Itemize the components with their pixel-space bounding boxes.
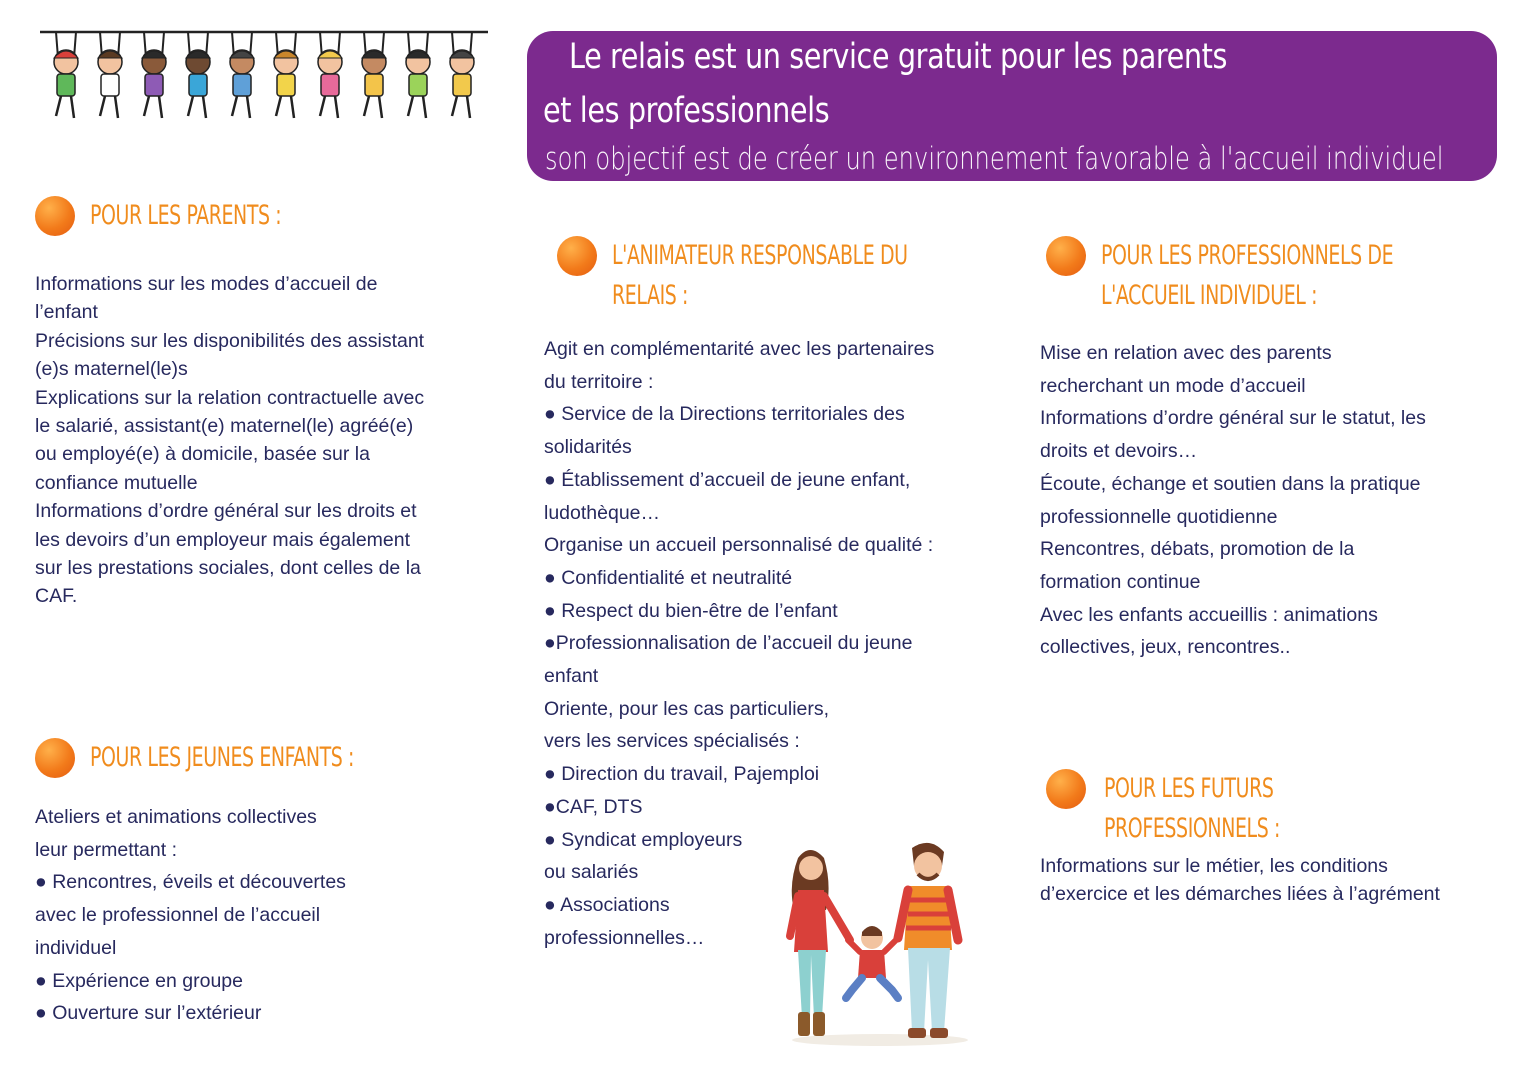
- pros-line: collectives, jeux, rencontres..: [1040, 636, 1291, 659]
- pros-title-line1: POUR LES PROFESSIONNELS DE: [1101, 240, 1394, 271]
- pros-line: Avec les enfants accueillis : animations: [1040, 603, 1378, 626]
- parents-line: l’enfant: [35, 301, 98, 324]
- animateur-line: ● Service de la Directions territoriales des: [544, 403, 905, 426]
- orange-bullet-icon: [1046, 236, 1086, 276]
- parents-line: (e)s maternel(le)s: [35, 358, 188, 381]
- animateur-line: ● Établissement d’accueil de jeune enfant,: [544, 468, 911, 491]
- jeunes-line: ● Ouverture sur l’extérieur: [35, 1002, 262, 1025]
- animateur-line: enfant: [544, 665, 599, 688]
- pros-line: droits et devoirs…: [1040, 440, 1198, 463]
- futurs-text: [1040, 852, 1440, 909]
- header-banner: [527, 31, 1497, 181]
- animateur-title-line1: L'ANIMATEUR RESPONSABLE DU: [612, 240, 908, 271]
- pros-text: [1040, 337, 1426, 664]
- animateur-line: ou salariés: [544, 861, 639, 884]
- animateur-line: ● Associations: [544, 893, 670, 916]
- child-figure: [142, 32, 166, 118]
- animateur-line: ●Professionnalisation de l’accueil du jeune: [544, 632, 913, 655]
- child-figure: [318, 32, 342, 118]
- futurs-title-line2: PROFESSIONNELS :: [1104, 813, 1280, 844]
- section-title-parents: POUR LES PARENTS :: [90, 200, 282, 231]
- parents-line: confiance mutuelle: [35, 471, 198, 494]
- animateur-line: ● Confidentialité et neutralité: [544, 566, 793, 589]
- jeunes-text: [35, 801, 346, 1030]
- banner-title-line2: et les professionnels: [543, 91, 830, 131]
- futurs-line: d’exercice et les démarches liées à l’agrément: [1040, 883, 1440, 906]
- parents-line: sur les prestations sociales, dont celles de la: [35, 557, 421, 580]
- child-figure: [230, 32, 254, 118]
- animateur-line: ● Respect du bien-être de l’enfant: [544, 599, 838, 622]
- child-figure: [274, 32, 298, 118]
- animateur-title-line2: RELAIS :: [612, 280, 689, 311]
- jeunes-line: individuel: [35, 936, 117, 959]
- parents-line: Informations d’ordre général sur les droits et: [35, 500, 417, 523]
- animateur-line: ●CAF, DTS: [544, 795, 643, 818]
- animateur-line: ludothèque…: [544, 501, 661, 524]
- animateur-line: Organise un accueil personnalisé de qualité :: [544, 534, 934, 557]
- animateur-line: solidarités: [544, 436, 632, 459]
- pros-line: recherchant un mode d’accueil: [1040, 374, 1306, 397]
- child-figure: [406, 32, 430, 118]
- child-figure: [54, 32, 78, 118]
- banner-subtitle: son objectif est de créer un environnement favorable à l'accueil individuel: [545, 141, 1444, 177]
- section-title-futurs-professionnels: [1104, 769, 1280, 849]
- futurs-line: Informations sur le métier, les conditions: [1040, 855, 1388, 877]
- child-figure: [98, 32, 122, 118]
- parents-line: le salarié, assistant(e) maternel(le) agréé(e): [35, 415, 414, 438]
- animateur-line: ● Direction du travail, Pajemploi: [544, 763, 820, 786]
- animateur-line: Agit en complémentarité avec les partenaires: [544, 338, 935, 360]
- orange-bullet-icon: [557, 236, 597, 276]
- child-figure: [450, 32, 474, 118]
- parents-line: Précisions sur les disponibilités des assistant: [35, 329, 425, 352]
- pros-line: professionnelle quotidienne: [1040, 505, 1278, 528]
- pros-line: Informations d’ordre général sur le statut, les: [1040, 407, 1426, 430]
- animateur-line: vers les services spécialisés :: [544, 730, 800, 753]
- orange-bullet-icon: [35, 738, 75, 778]
- pros-title-line2: L'ACCUEIL INDIVIDUEL :: [1101, 280, 1318, 311]
- jeunes-line: ● Rencontres, éveils et découvertes: [35, 871, 346, 894]
- hanging-children-illustration: [38, 24, 490, 124]
- jeunes-line: avec le professionnel de l’accueil: [35, 904, 321, 927]
- section-title-professionnels: [1101, 236, 1393, 316]
- child-figure: [362, 32, 386, 118]
- jeunes-line: ● Expérience en groupe: [35, 969, 243, 992]
- section-title-animateur: [612, 236, 908, 316]
- parents-line: Informations sur les modes d’accueil de: [35, 273, 378, 295]
- pros-line: Rencontres, débats, promotion de la: [1040, 538, 1355, 561]
- futurs-title-line1: POUR LES FUTURS: [1104, 773, 1274, 804]
- jeunes-line: leur permettant :: [35, 838, 177, 861]
- animateur-line: professionnelles…: [544, 926, 705, 949]
- orange-bullet-icon: [1046, 769, 1086, 809]
- parents-text: [35, 270, 424, 611]
- animateur-line: Oriente, pour les cas particuliers,: [544, 697, 830, 720]
- banner-title-line1: Le relais est un service gratuit pour les parents: [569, 37, 1228, 77]
- orange-bullet-icon: [35, 196, 75, 236]
- pros-line: Mise en relation avec des parents: [1040, 342, 1332, 364]
- parents-line: les devoirs d’un employeur mais également: [35, 528, 411, 551]
- pros-line: formation continue: [1040, 570, 1201, 593]
- child-figure: [186, 32, 210, 118]
- pros-line: Écoute, échange et soutien dans la pratique: [1040, 472, 1421, 495]
- parents-line: Explications sur la relation contractuelle avec: [35, 386, 425, 409]
- family-illustration: [780, 840, 980, 1050]
- animateur-line: ● Syndicat employeurs: [544, 828, 743, 851]
- section-title-jeunes-enfants: POUR LES JEUNES ENFANTS :: [90, 742, 355, 773]
- parents-line: ou employé(e) à domicile, basée sur la: [35, 443, 370, 466]
- jeunes-line: Ateliers et animations collectives: [35, 806, 317, 828]
- animateur-line: du territoire :: [544, 370, 654, 393]
- parents-line: CAF.: [35, 585, 78, 608]
